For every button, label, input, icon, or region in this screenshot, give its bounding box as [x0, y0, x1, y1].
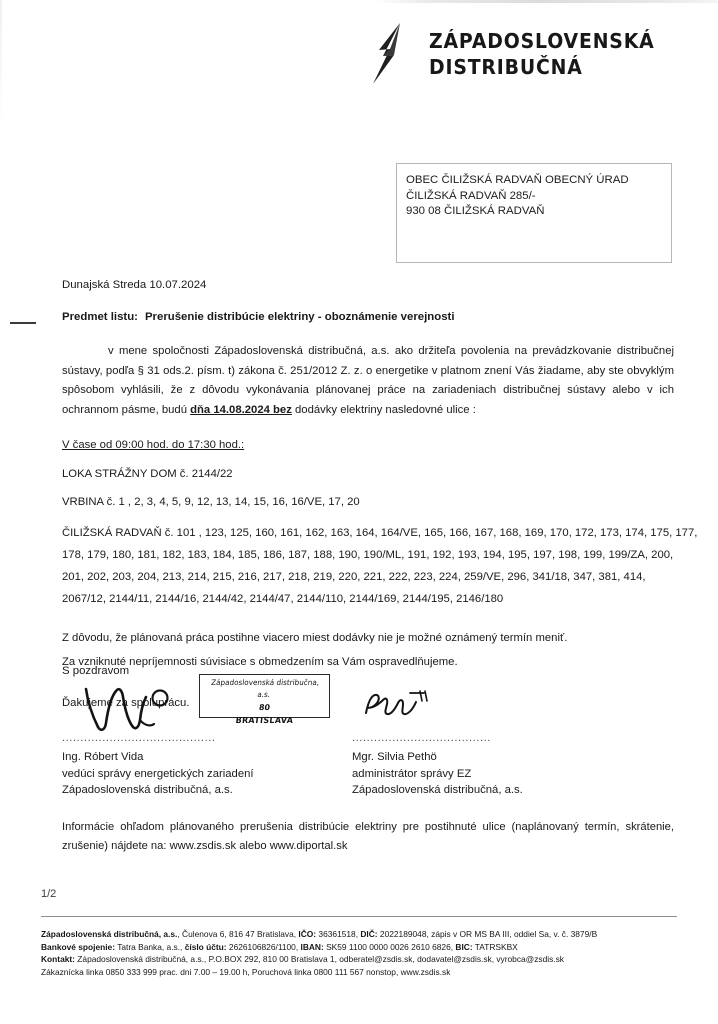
signer-name: Ing. Róbert Vida — [62, 751, 144, 763]
handwritten-signature-petho — [362, 687, 442, 727]
footer-ico-label: IČO: — [298, 929, 317, 939]
lightning-bolt-icon — [370, 22, 416, 86]
footer-company-name: Západoslovenská distribučná, a.s. — [41, 929, 178, 939]
subject-value: Prerušenie distribúcie elektriny - oboznámenie verejnosti — [144, 311, 455, 323]
footer-ico-value: 36361518, — [316, 929, 361, 939]
letter-body — [62, 277, 698, 714]
footer-dic-value: 2022189048, zápis v OR MS BA III, oddiel Sa, v. č. 3879/B — [377, 929, 598, 939]
outage-time-range: V čase od 09:00 hod. do 17:30 hod.: — [62, 438, 245, 451]
intro-text-part1: v mene spoločnosti Západoslovenská distribučná, a.s. ako držiteľa povolenia na prevádzkovanie distribučnej sústavy, podľa § 31 ods.2. písm. t) zákona č. 251/2012 Z. z. o energetike v platnom znení Vás žiadame, aby ste obvyklým spôsobom vyhlásili, že z dôvodu vykonávania plánovanej práce na zariadeniach distribučnej sústavy alebo v ich ochrannom pásme, budú — [62, 345, 674, 417]
outage-date-emphasis: dňa 14.08.2024 bez — [190, 404, 292, 417]
closing-line-1: Z dôvodu, že plánovaná práca postihne viacero miest dodávky nie je možné oznámený termín meniť. — [62, 631, 568, 644]
regards-line: S pozdravom — [62, 665, 130, 677]
brand-name-line1: ZÁPADOSLOVENSKÁ — [428, 28, 655, 53]
scan-edge-artifact-top — [0, 0, 718, 3]
footer-account-label: číslo účtu: — [184, 941, 227, 952]
recipient-line-3: 930 08 ČILIŽSKÁ RADVAŇ — [406, 205, 545, 218]
footer-block — [41, 928, 686, 978]
signers-row — [62, 733, 674, 799]
footer-contact-value: Západoslovenská distribučná, a.s., P.O.BOX 292, 810 00 Bratislava 1, odberatel@zsdis.sk, dodavatel@zsdis.sk, vyrobca@zsdis.sk — [74, 954, 564, 965]
recipient-line-1: OBEC ČILIŽSKÁ RADVAŇ OBECNÝ ÚRAD — [406, 174, 629, 186]
page-number: 1/2 — [41, 888, 57, 900]
intro-text-part2: dodávky elektriny nasledovné ulice : — [295, 404, 476, 417]
footer-row-bank — [41, 941, 686, 954]
footer-bic-label: BIC: — [455, 941, 473, 952]
footer-row-company — [41, 928, 686, 941]
stamp-line-2: 80 — [258, 703, 271, 712]
stamp-line-1: Západoslovenská distribučna, a.s. — [210, 678, 320, 699]
margin-tick-mark — [10, 322, 36, 324]
footer-iban-label: IBAN: — [300, 941, 324, 952]
footer-row-hotline — [41, 966, 686, 979]
brand-wordmark — [429, 28, 655, 80]
handwritten-signature-vida — [80, 681, 200, 733]
closing-line-2: Za vzniknuté nepríjemnosti súvisiace s obmedzením sa Vám ospravedlňujeme. — [62, 655, 458, 668]
thanks-line: Ďakujeme za spoluprácu. — [62, 697, 190, 710]
place-and-date: Dunajská Streda 10.07.2024 — [62, 279, 207, 291]
footer-contact-label: Kontakt: — [41, 954, 75, 965]
stamp-line-3: BRATISLAVA — [235, 715, 294, 725]
footer-account-value: 2626106826/1100, — [226, 941, 301, 952]
subject-line — [62, 309, 674, 325]
company-stamp — [199, 674, 330, 725]
street-row: 2067/12, 2144/11, 2144/16, 2144/42, 2144/47, 2144/110, 2144/169, 2144/195, 2146/180 — [62, 592, 504, 605]
footer-divider — [41, 916, 677, 917]
signer-company: Západoslovenská distribučná, a.s. — [62, 784, 233, 796]
info-note: Informácie ohľadom plánovaného prerušenia distribúcie elektriny pre postihnuté ulice (naplánovaný termín, skrátenie, zrušenie) nájdete na: www.zsdis.sk alebo www.diportal.sk — [62, 821, 674, 852]
footer-dic-label: DIČ: — [360, 929, 378, 939]
signer-block-petho — [352, 733, 642, 799]
street-row: 178, 179, 180, 181, 182, 183, 184, 185, 186, 187, 188, 190, 190/ML, 191, 192, 193, 194, 195, 197, 198, 199, 199/ZA, 200, — [62, 548, 674, 561]
footer-row-contact — [41, 953, 686, 966]
street-entry-loka: LOKA STRÁŽNY DOM č. 2144/22 — [62, 467, 233, 480]
scan-edge-artifact-left — [0, 0, 2, 130]
brand-name-line2: DISTRIBUČNÁ — [428, 55, 583, 79]
company-logo — [370, 22, 674, 86]
subject-label: Predmet listu: — [62, 311, 138, 323]
footer-bank-name: Tatra Banka, a.s., — [115, 941, 185, 952]
signer-role: vedúci správy energetických zariadení — [62, 767, 254, 780]
signer-block-vida — [62, 733, 352, 799]
signature-rule: ...................................... — [352, 732, 491, 744]
footer-bic-value: TATRSKBX — [472, 941, 518, 952]
recipient-address-box — [396, 163, 672, 263]
street-row: 201, 202, 203, 204, 213, 214, 215, 216, 217, 218, 219, 220, 221, 222, 223, 224, 259/VE, 296, 341/18, 347, 381, 414, — [62, 570, 646, 583]
street-entry-vrbina: VRBINA č. 1 , 2, 3, 4, 5, 9, 12, 13, 14, 15, 16, 16/VE, 17, 20 — [62, 496, 360, 509]
street-row: ČILIŽSKÁ RADVAŇ č. 101 , 123, 125, 160, 161, 162, 163, 164, 164/VE, 165, 166, 167, 168, 169, 170, 172, 173, 174, 175, 177, — [62, 526, 698, 539]
signer-role: administrátor správy EZ — [352, 767, 472, 780]
footer-iban-value: SK59 1100 0000 0026 2610 6826, — [323, 941, 456, 952]
footer-company-address: , Čulenova 6, 816 47 Bratislava, — [177, 929, 299, 939]
street-entry-cilizska-radvan — [62, 522, 698, 610]
signer-name: Mgr. Silvia Pethö — [352, 751, 437, 763]
signer-company: Západoslovenská distribučná, a.s. — [352, 784, 523, 796]
signature-rule: .......................................... — [62, 732, 216, 744]
recipient-line-2: ČILIŽSKÁ RADVAŇ 285/- — [406, 189, 536, 202]
footer-hotline-value: Zákaznícka linka 0850 333 999 prac. dni 7.00 – 19.00 h, Poruchová linka 0800 111 567 nonstop, www.zsdis.sk — [41, 966, 451, 977]
intro-paragraph — [62, 342, 674, 421]
footer-bank-label: Bankové spojenie: — [41, 941, 116, 952]
